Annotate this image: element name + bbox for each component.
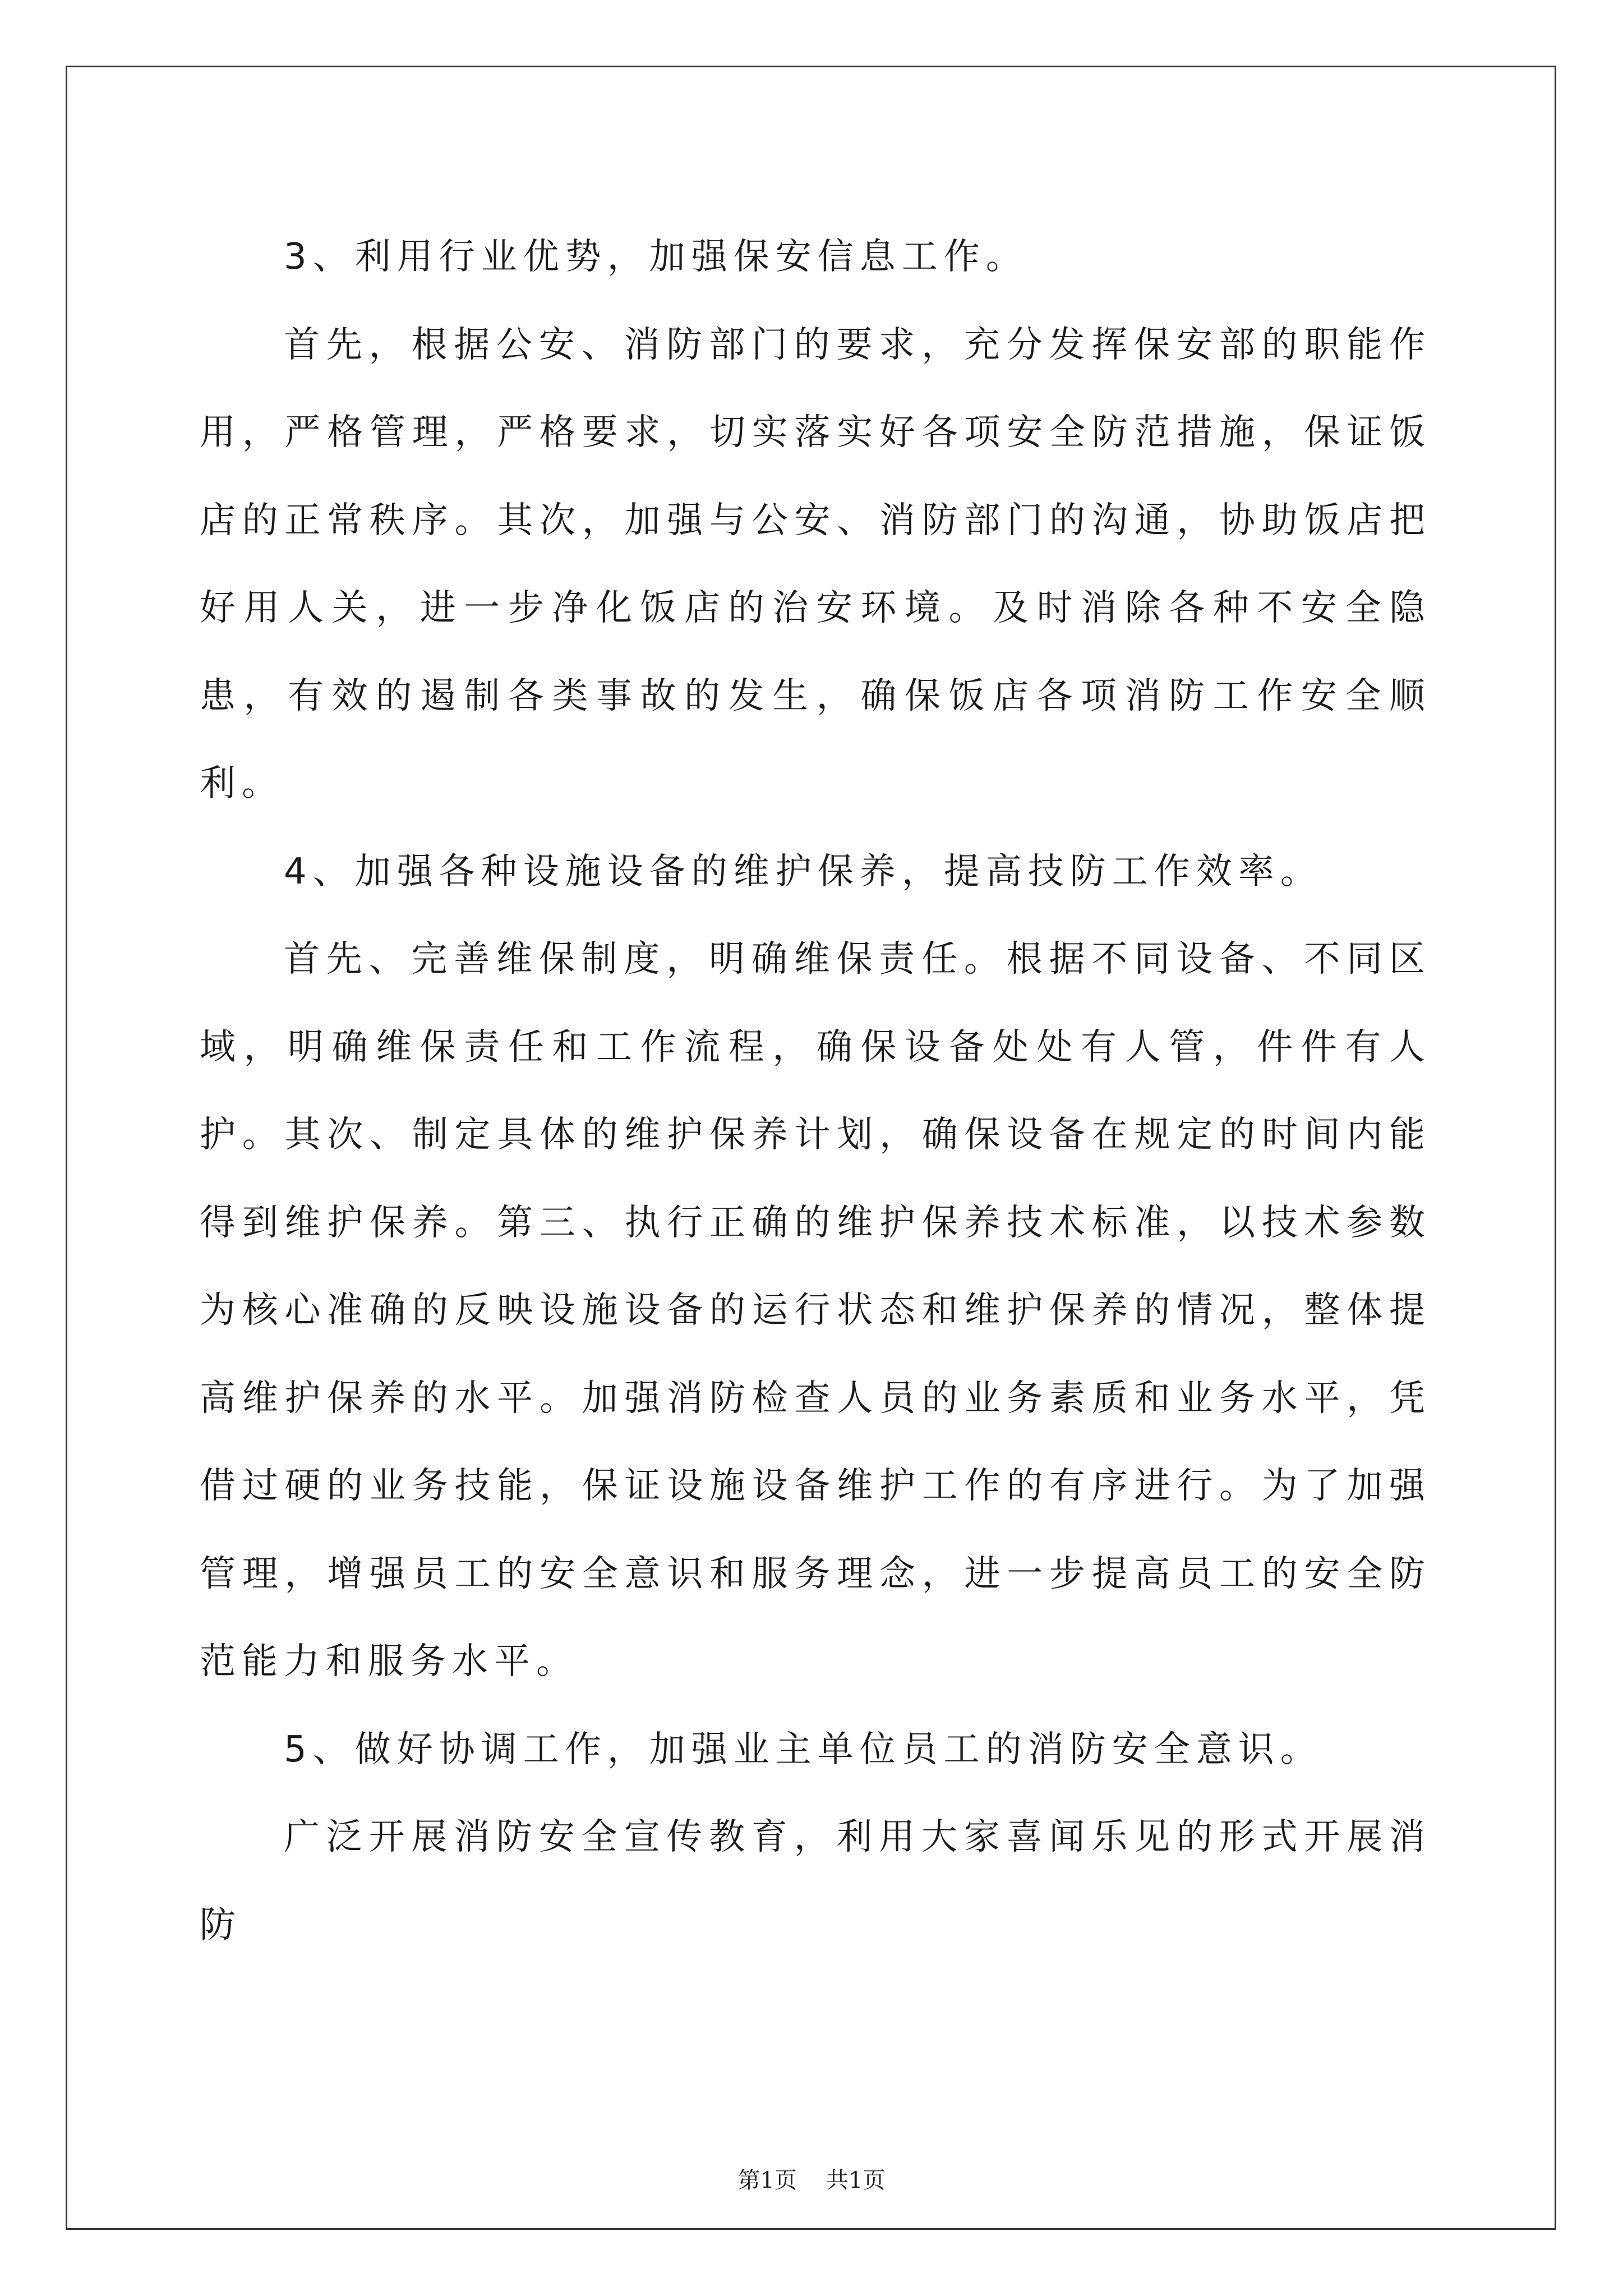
section-heading-4: 4、加强各种设施设备的维护保养，提高技防工作效率。: [284, 850, 1322, 892]
page-number-current: 第1页: [737, 2168, 797, 2193]
section-heading-3: 3、利用行业优势，加强保安信息工作。: [284, 236, 1028, 278]
page-number-total: 共1页: [826, 2168, 886, 2193]
page-footer: [0, 2166, 1623, 2194]
paragraph-5-body: 广泛开展消防安全宣传教育，利用大家喜闻乐见的形式开展消防: [200, 1816, 1431, 1946]
paragraph-4-body: 首先、完善维保制度，明确维保责任。根据不同设备、不同区域，明确维保责任和工作流程，确保设备处处有人管，件件有人护。其次、制定具体的维护保养计划，确保设备在规定的时间内能得到维护保养。第三、执行正确的维护保养技术标准，以技术参数为核心准确的反映设施设备的运行状态和维护保养的情况，整体提高维护保养的水平。加强消防检查人员的业务素质和业务水平，凭借过硬的业务技能，保证设施设备维护工作的有序进行。为了加强管理，增强员工的安全意识和服务理念，进一步提高员工的安全防范能力和服务水平。: [200, 938, 1431, 1682]
section-heading-5: 5、做好协调工作，加强业主单位员工的消防安全意识。: [284, 1728, 1322, 1770]
paragraph-3-body: 首先，根据公安、消防部门的要求，充分发挥保安部的职能作用，严格管理，严格要求，切实落实好各项安全防范措施，保证饭店的正常秩序。其次，加强与公安、消防部门的沟通，协助饭店把好用人关，进一步净化饭店的治安环境。及时消除各种不安全隐患，有效的遏制各类事故的发生，确保饭店各项消防工作安全顺利。: [200, 324, 1431, 804]
document-body: [200, 213, 1431, 1969]
